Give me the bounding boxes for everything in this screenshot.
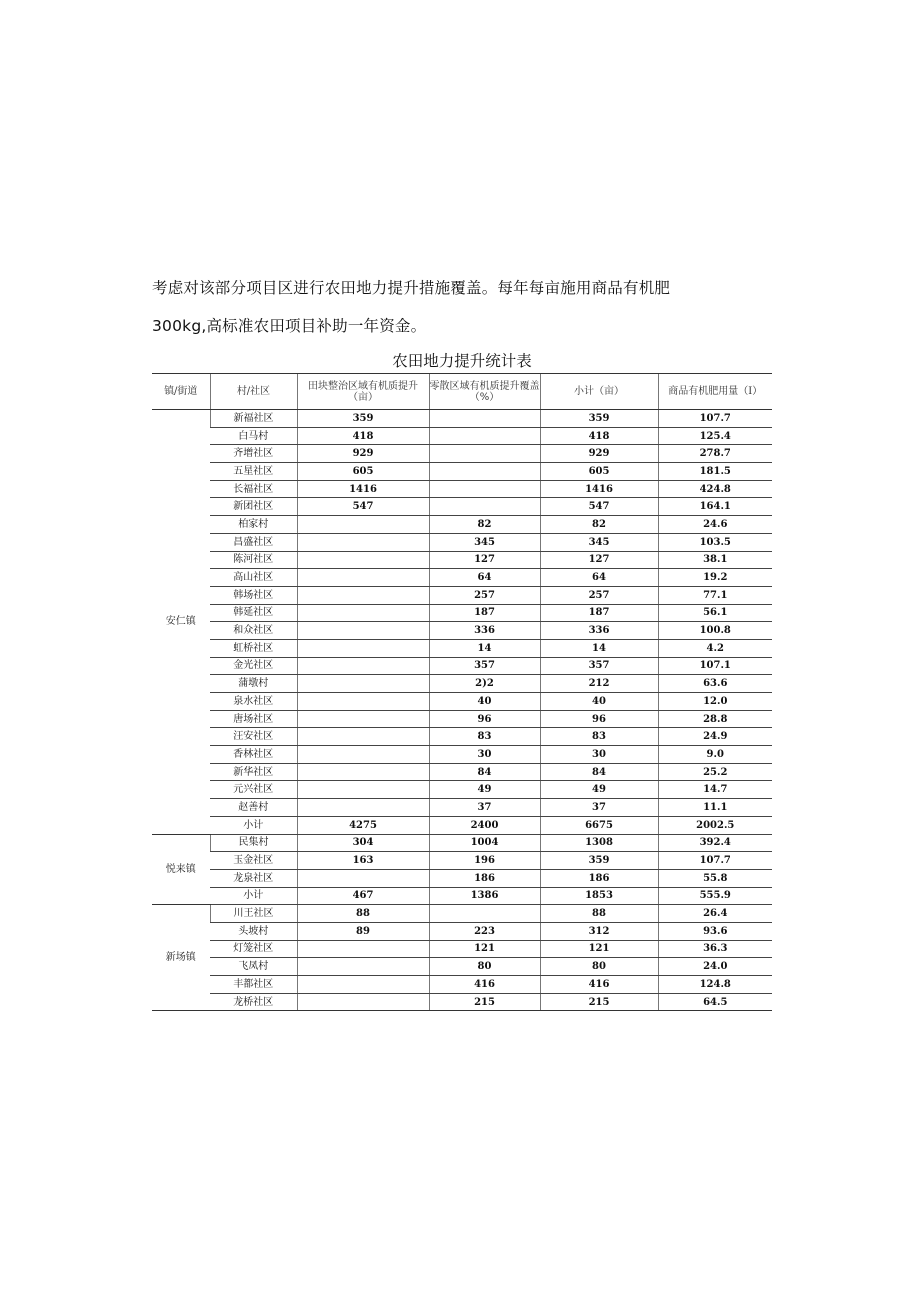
header-village: 村/社区 (210, 374, 297, 410)
field-improvement-cell: 1416 (297, 480, 429, 498)
table-row (152, 869, 772, 887)
town-cell: 新场镇 (152, 905, 210, 1011)
subtotal-cell: 88 (540, 905, 658, 923)
scattered-coverage-cell: 121 (429, 940, 540, 958)
body-text-line-2: 300kg,高标准农田项目补助一年资金。 (152, 317, 427, 335)
subtotal-cell: 336 (540, 622, 658, 640)
statistics-table (152, 373, 772, 1011)
scattered-coverage-cell: 30 (429, 746, 540, 764)
village-cell: 龙桥社区 (210, 993, 297, 1011)
village-cell: 赵善村 (210, 799, 297, 817)
fertilizer-cell: 77.1 (658, 586, 772, 604)
scattered-coverage-cell: 186 (429, 869, 540, 887)
scattered-coverage-cell: 215 (429, 993, 540, 1011)
village-cell: 民集村 (210, 834, 297, 852)
village-cell: 和众社区 (210, 622, 297, 640)
village-cell: 昌盛社区 (210, 533, 297, 551)
scattered-coverage-cell (429, 463, 540, 481)
subtotal-cell: 14 (540, 639, 658, 657)
subtotal-cell: 49 (540, 781, 658, 799)
table-row (152, 993, 772, 1011)
subtotal-cell: 357 (540, 657, 658, 675)
village-cell: 长福社区 (210, 480, 297, 498)
table-row (152, 498, 772, 516)
subtotal-cell: 37 (540, 799, 658, 817)
fertilizer-cell: 4.2 (658, 639, 772, 657)
fertilizer-cell: 24.6 (658, 516, 772, 534)
field-improvement-cell (297, 675, 429, 693)
field-improvement-cell: 418 (297, 427, 429, 445)
fertilizer-cell: 28.8 (658, 710, 772, 728)
scattered-coverage-cell: 1386 (429, 887, 540, 905)
field-improvement-cell (297, 781, 429, 799)
field-improvement-cell (297, 533, 429, 551)
table-row (152, 516, 772, 534)
fertilizer-cell: 24.0 (658, 958, 772, 976)
village-cell: 五星社区 (210, 463, 297, 481)
scattered-coverage-cell: 1004 (429, 834, 540, 852)
village-cell: 白马村 (210, 427, 297, 445)
table-row (152, 728, 772, 746)
table-row (152, 551, 772, 569)
scattered-coverage-cell (429, 427, 540, 445)
table-row (152, 622, 772, 640)
field-improvement-cell: 163 (297, 852, 429, 870)
scattered-coverage-cell: 40 (429, 693, 540, 711)
fertilizer-cell: 38.1 (658, 551, 772, 569)
fertilizer-cell: 424.8 (658, 480, 772, 498)
subtotal-cell: 82 (540, 516, 658, 534)
table-row (152, 852, 772, 870)
table-row (152, 533, 772, 551)
subtotal-cell: 6675 (540, 816, 658, 834)
fertilizer-cell: 392.4 (658, 834, 772, 852)
fertilizer-cell: 278.7 (658, 445, 772, 463)
table-row (152, 710, 772, 728)
table-row (152, 693, 772, 711)
fertilizer-cell: 12.0 (658, 693, 772, 711)
field-improvement-cell: 88 (297, 905, 429, 923)
table-row (152, 569, 772, 587)
village-cell: 新福社区 (210, 410, 297, 428)
subtotal-cell: 64 (540, 569, 658, 587)
table-row (152, 763, 772, 781)
field-improvement-cell (297, 516, 429, 534)
field-improvement-cell (297, 940, 429, 958)
scattered-coverage-cell (429, 445, 540, 463)
table-row (152, 427, 772, 445)
table-row (152, 905, 772, 923)
scattered-coverage-cell: 83 (429, 728, 540, 746)
scattered-coverage-cell: 416 (429, 976, 540, 994)
table-row (152, 834, 772, 852)
scattered-coverage-cell: 223 (429, 922, 540, 940)
field-improvement-cell: 605 (297, 463, 429, 481)
scattered-coverage-cell: 196 (429, 852, 540, 870)
village-cell: 新团社区 (210, 498, 297, 516)
village-cell: 元兴社区 (210, 781, 297, 799)
village-cell: 川王社区 (210, 905, 297, 923)
scattered-coverage-cell (429, 905, 540, 923)
scattered-coverage-cell: 345 (429, 533, 540, 551)
table-row (152, 976, 772, 994)
village-cell: 泉水社区 (210, 693, 297, 711)
field-improvement-cell (297, 763, 429, 781)
subtotal-cell: 212 (540, 675, 658, 693)
fertilizer-cell: 2002.5 (658, 816, 772, 834)
header-scattered-coverage: 零散区域有机质提升覆盖（%） (429, 374, 540, 410)
village-cell: 头坡村 (210, 922, 297, 940)
field-improvement-cell (297, 639, 429, 657)
table-row (152, 799, 772, 817)
table-row (152, 781, 772, 799)
fertilizer-cell: 11.1 (658, 799, 772, 817)
scattered-coverage-cell: 96 (429, 710, 540, 728)
table-row (152, 463, 772, 481)
town-cell: 悦来镇 (152, 834, 210, 905)
fertilizer-cell: 14.7 (658, 781, 772, 799)
field-improvement-cell (297, 993, 429, 1011)
table-row (152, 816, 772, 834)
body-text-line-1: 考虑对该部分项目区进行农田地力提升措施覆盖。每年每亩施用商品有机肥 (152, 279, 671, 297)
fertilizer-cell: 107.7 (658, 852, 772, 870)
village-cell: 香林社区 (210, 746, 297, 764)
table-header-row (152, 374, 772, 410)
village-cell: 唐场社区 (210, 710, 297, 728)
header-town: 镇/街道 (152, 374, 210, 410)
scattered-coverage-cell: 2)2 (429, 675, 540, 693)
subtotal-cell: 84 (540, 763, 658, 781)
subtotal-cell: 40 (540, 693, 658, 711)
scattered-coverage-cell: 127 (429, 551, 540, 569)
field-improvement-cell (297, 976, 429, 994)
village-cell: 韩延社区 (210, 604, 297, 622)
village-cell: 丰都社区 (210, 976, 297, 994)
fertilizer-cell: 63.6 (658, 675, 772, 693)
fertilizer-cell: 55.8 (658, 869, 772, 887)
subtotal-cell: 127 (540, 551, 658, 569)
village-cell: 新华社区 (210, 763, 297, 781)
field-improvement-cell (297, 622, 429, 640)
subtotal-cell: 96 (540, 710, 658, 728)
field-improvement-cell (297, 551, 429, 569)
fertilizer-cell: 19.2 (658, 569, 772, 587)
table-title: 农田地力提升统计表 (392, 352, 532, 370)
subtotal-cell: 605 (540, 463, 658, 481)
fertilizer-cell: 36.3 (658, 940, 772, 958)
table-row (152, 639, 772, 657)
field-improvement-cell (297, 710, 429, 728)
field-improvement-cell (297, 728, 429, 746)
subtotal-cell: 1853 (540, 887, 658, 905)
village-cell: 蒲墩村 (210, 675, 297, 693)
table-row (152, 887, 772, 905)
fertilizer-cell: 103.5 (658, 533, 772, 551)
subtotal-cell: 83 (540, 728, 658, 746)
subtotal-cell: 547 (540, 498, 658, 516)
subtotal-cell: 312 (540, 922, 658, 940)
subtotal-cell: 1308 (540, 834, 658, 852)
town-cell: 安仁镇 (152, 410, 210, 835)
field-improvement-cell (297, 657, 429, 675)
field-improvement-cell: 929 (297, 445, 429, 463)
subtotal-cell: 30 (540, 746, 658, 764)
table-row (152, 940, 772, 958)
fertilizer-cell: 25.2 (658, 763, 772, 781)
village-cell: 龙泉社区 (210, 869, 297, 887)
table-row (152, 746, 772, 764)
subtotal-cell: 1416 (540, 480, 658, 498)
fertilizer-cell: 64.5 (658, 993, 772, 1011)
field-improvement-cell: 467 (297, 887, 429, 905)
table-row (152, 586, 772, 604)
subtotal-cell: 416 (540, 976, 658, 994)
subtotal-cell: 187 (540, 604, 658, 622)
scattered-coverage-cell: 2400 (429, 816, 540, 834)
subtotal-cell: 345 (540, 533, 658, 551)
field-improvement-cell: 4275 (297, 816, 429, 834)
field-improvement-cell: 359 (297, 410, 429, 428)
header-subtotal: 小计（亩） (540, 374, 658, 410)
field-improvement-cell (297, 958, 429, 976)
subtotal-cell: 418 (540, 427, 658, 445)
village-cell: 金光社区 (210, 657, 297, 675)
fertilizer-cell: 100.8 (658, 622, 772, 640)
scattered-coverage-cell: 84 (429, 763, 540, 781)
field-improvement-cell (297, 569, 429, 587)
header-field-improvement: 田块整治区域有机质提升（亩） (297, 374, 429, 410)
village-cell: 陈河社区 (210, 551, 297, 569)
header-fertilizer-amount: 商品有机肥用量（I） (658, 374, 772, 410)
village-cell: 齐增社区 (210, 445, 297, 463)
village-cell: 虹桥社区 (210, 639, 297, 657)
scattered-coverage-cell: 187 (429, 604, 540, 622)
village-cell: 高山社区 (210, 569, 297, 587)
table-row (152, 922, 772, 940)
field-improvement-cell (297, 604, 429, 622)
scattered-coverage-cell: 49 (429, 781, 540, 799)
scattered-coverage-cell: 336 (429, 622, 540, 640)
village-cell: 柏家村 (210, 516, 297, 534)
scattered-coverage-cell: 37 (429, 799, 540, 817)
village-cell: 飞凤村 (210, 958, 297, 976)
scattered-coverage-cell (429, 480, 540, 498)
scattered-coverage-cell: 14 (429, 639, 540, 657)
scattered-coverage-cell: 357 (429, 657, 540, 675)
scattered-coverage-cell (429, 410, 540, 428)
scattered-coverage-cell: 82 (429, 516, 540, 534)
fertilizer-cell: 181.5 (658, 463, 772, 481)
field-improvement-cell (297, 746, 429, 764)
fertilizer-cell: 555.9 (658, 887, 772, 905)
village-cell: 小计 (210, 816, 297, 834)
field-improvement-cell: 89 (297, 922, 429, 940)
fertilizer-cell: 93.6 (658, 922, 772, 940)
field-improvement-cell: 304 (297, 834, 429, 852)
table-row (152, 657, 772, 675)
fertilizer-cell: 107.1 (658, 657, 772, 675)
subtotal-cell: 929 (540, 445, 658, 463)
subtotal-cell: 257 (540, 586, 658, 604)
village-cell: 韩场社区 (210, 586, 297, 604)
subtotal-cell: 186 (540, 869, 658, 887)
fertilizer-cell: 26.4 (658, 905, 772, 923)
field-improvement-cell (297, 869, 429, 887)
scattered-coverage-cell: 257 (429, 586, 540, 604)
village-cell: 汪安社区 (210, 728, 297, 746)
fertilizer-cell: 164.1 (658, 498, 772, 516)
village-cell: 玉金社区 (210, 852, 297, 870)
village-cell: 小计 (210, 887, 297, 905)
table-row (152, 604, 772, 622)
subtotal-cell: 121 (540, 940, 658, 958)
fertilizer-cell: 56.1 (658, 604, 772, 622)
table-body (152, 410, 772, 1011)
table-row (152, 480, 772, 498)
scattered-coverage-cell: 80 (429, 958, 540, 976)
fertilizer-cell: 125.4 (658, 427, 772, 445)
field-improvement-cell (297, 586, 429, 604)
subtotal-cell: 215 (540, 993, 658, 1011)
subtotal-cell: 359 (540, 852, 658, 870)
fertilizer-cell: 107.7 (658, 410, 772, 428)
fertilizer-cell: 124.8 (658, 976, 772, 994)
table-row (152, 410, 772, 428)
table-row (152, 675, 772, 693)
subtotal-cell: 80 (540, 958, 658, 976)
table-row (152, 958, 772, 976)
field-improvement-cell (297, 693, 429, 711)
subtotal-cell: 359 (540, 410, 658, 428)
fertilizer-cell: 24.9 (658, 728, 772, 746)
field-improvement-cell (297, 799, 429, 817)
village-cell: 灯笼社区 (210, 940, 297, 958)
field-improvement-cell: 547 (297, 498, 429, 516)
scattered-coverage-cell: 64 (429, 569, 540, 587)
fertilizer-cell: 9.0 (658, 746, 772, 764)
table-row (152, 445, 772, 463)
scattered-coverage-cell (429, 498, 540, 516)
